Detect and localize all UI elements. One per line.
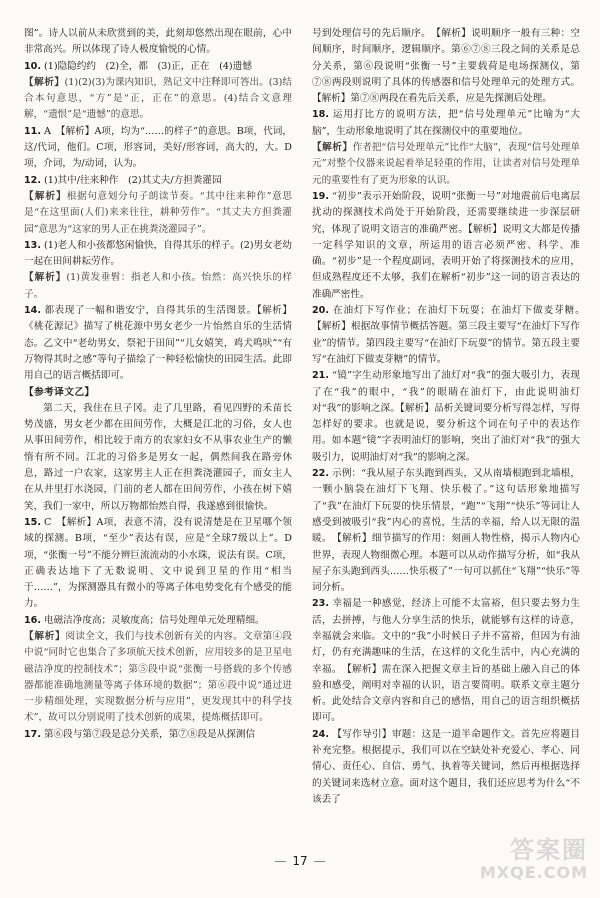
- analysis-tag: 【解析】: [24, 630, 66, 642]
- analysis-tag: 【解析】: [24, 76, 65, 88]
- answer-text: 都表现了一幅和谐安宁，自得其乐的生活图景。【解析】《桃花源记》描写了桃花源中男女老少一片怡然自乐的生活情态。乙文中“老幼男女，祭祀于田间”“儿女嬉笑，鸡犬鸣吠”“有万物得其时之感”等句子描绘了一种轻松愉快的田园生活。此即用自己的语言概括即可。: [24, 305, 292, 382]
- section-heading-text: 【参考译文乙】: [24, 386, 95, 398]
- page-number-text: 17: [292, 854, 308, 868]
- right-column: [312, 26, 590, 852]
- analysis-tag: 【解析】: [24, 272, 67, 284]
- question-item: [24, 727, 292, 743]
- question-number: 19.: [312, 190, 329, 202]
- answer-text: (1)其中/往来种作 (2)其丈夫/方担粪灌园: [44, 174, 222, 186]
- question-number: 20.: [312, 305, 329, 317]
- question-item: [24, 59, 292, 75]
- watermark-logo: [438, 836, 588, 890]
- question-item: [312, 303, 590, 368]
- question-item: [24, 124, 292, 173]
- answer-text: 运用打比方的说明方法，把“信号处理单元”比喻为“大脑”，生动形象地说明了其在探测仪中的重要地位。: [312, 109, 580, 137]
- answer-text: 在油灯下写作业；在油灯下玩耍；在油灯下做麦芽糖。 【解析】根据故事情节概括答题。第三段主要写“在油灯下写作业”的情节。第四段主要写“在油灯下玩耍”的情节。第五段主要写“在油灯下做麦芽糖”的情节。: [312, 305, 590, 365]
- answer-text: (1)老人和小孩都悠闲愉快，自得其乐的样子。(2)男女老幼一起在田间耕耘劳作。: [24, 239, 292, 268]
- question-number: 11.: [24, 125, 41, 137]
- question-number: 14.: [24, 305, 41, 317]
- analysis-block: [24, 189, 292, 238]
- question-item: [24, 303, 292, 384]
- answer-text: 幸福是一种感觉，经济上可能不太富裕，但只要去努力生活，去拼搏，与他人分享生活的快乐，就能够有这样的诗意，幸福就会来临。文中的“我”小时候日子并不富裕，但因为有油灯，仍有充满趣味的生活，在这样的文化生活中，内心充满的幸福。 【解析】需在深入把握文章主旨的基础上融入自己的体验和感受，阐明对幸福的认识，语言要简明。联系文章主题分析。此处结合文章内容和自己的感悟，用自己的语言组织概括即可。: [312, 598, 580, 724]
- question-number: 18.: [312, 109, 329, 121]
- page-number: — 17 —: [274, 854, 326, 868]
- analysis-block: [24, 629, 292, 727]
- answer-text: C 【解析】A项，表意不清，没有说清楚是在卫星哪个领域的探测。B项，“至少”表达有误，应是“全球7级以上”。D项，“张衡一号”不能分辨巨流流动的小水珠，说法有误。C项，正确表达地下了无数说明、文中说到卫星的作用“相当于……”，为探测器具有微小的等离子体电势变化有个感受的能力。: [24, 516, 292, 610]
- section-heading: [24, 385, 292, 401]
- analysis-text: 根据句意划分句子朗读节奏。“其中往来种作”意思是“在这里面(人们)来来往往，耕种劳作”。“其丈夫方担粪灌园”意思为“这家的男人正在挑粪浇灌园子”。: [24, 190, 292, 235]
- analysis-text: 阅读全文，我们与技术创新有关的内容。文章第④段中说“同时它也集合了多项航天技术创新，应用较多的是卫星电磁洁净度的控制技术”；第⑤段中说“张衡一号搭载的多个传感器都能准确地测量等离子体环境的数据”；第⑥段中说“通过进一步精细处理，实现数据分析与应用”，更发现其中的科学技术”，故可以分别说明了技术创新的成果，提炼概括即可。: [24, 630, 293, 724]
- analysis-text: (1)黄发垂髫：指老人和小孩。怡然：高兴快乐的样子。: [24, 272, 293, 300]
- text-paragraph: 号到处理信号的先后顺序。 【解析】说明顺序一般有三种：空间顺序，时间顺序，逻辑顺序。第⑥⑦⑧三段之间的关系是总分关系，第⑥段说明“张衡一号”主要载荷是电场探测仪，第⑦⑧两段则说明了具体的传感器和信号处理单元的处理方式。【解析】第⑦⑧两段在看先后关系，应是先探测后处理。: [312, 28, 580, 105]
- question-item: [24, 173, 292, 189]
- answer-text: 电磁洁净度高；灵敏度高；信号处理单元处理精细。: [44, 614, 265, 626]
- answer-text: (1)隐隐约约 (2)全，都 (3)正，正在 (4)遗憾: [44, 60, 252, 72]
- question-number: 15.: [24, 516, 41, 528]
- answer-text: “初步”表示开始阶段，说明“张衡一号”对地震前后电离层扰动的探测技术尚处于开始阶段，还需要继续进一步深层研究，体现了说明文语言的准确严密。【解析】说明文大都是传播一定科学知识的文章，所运用的语言必须严密、科学、准确。“初步”是一个程度副词，表明开始了将探测技术的应用，但成熟程度还不太够，我们在解析“初步”这一词的语言表达的准确严密性。: [312, 190, 580, 300]
- question-number: 23.: [312, 598, 329, 610]
- question-number: 24.: [312, 728, 329, 740]
- answer-text: A 【解析】A项，均为“……的样子”的意思。B项，代词，这/代词，他们。C项，形容词，美好/形容词，高大的，大。D项，介词，为/动词，认为。: [24, 125, 292, 170]
- question-number: 21.: [312, 370, 329, 382]
- question-item: [24, 613, 292, 629]
- answer-text: “镜”字生动形象地写出了油灯对“我”的强大吸引力，表现了在“我”的眼中，“我”的眼睛在油灯下，由此说明油灯对“我”的影响之深。【解析】品析关键词要分析写得怎样，写得怎样好的要求。也就是说，要分析这个词在句子中的表达作用。如本题“镜”字表明油灯的影响，突出了油灯对“我”的强大吸引力，说明油灯对“我”的影响之深。: [312, 370, 580, 463]
- analysis-block: [24, 75, 292, 124]
- question-number: 10.: [24, 60, 41, 72]
- text-paragraph: 图”。诗人以前从未欣赏到的美，此刻却悠然出现在眼前，心中非常高兴。所以体现了诗人极度愉悦的心情。: [24, 28, 292, 56]
- answer-text: 第⑥段与第⑦段是总分关系，第⑦⑧段是从探测信: [44, 728, 256, 740]
- question-item: [312, 107, 580, 140]
- question-item: [24, 238, 292, 271]
- question-item: [312, 189, 580, 303]
- analysis-block: [24, 270, 292, 303]
- question-number: 17.: [24, 728, 41, 740]
- analysis-text: (1)(2)(3)为课内知识，熟记文中注释即可答出。(3)结合本句意思，“方”是“正，正在”的意思。(4)结合文意理解，“遗恨”是“遗憾”的意思。: [24, 76, 293, 121]
- left-column: [24, 26, 292, 852]
- question-item: [312, 466, 580, 596]
- question-number: 22.: [312, 468, 329, 480]
- watermark-logo-text: 答案圈: [510, 836, 588, 864]
- question-item: [24, 515, 292, 613]
- question-item: [312, 368, 580, 466]
- answer-text: 示例：“我从屋子东头跑到西头，又从南墙根跑到北墙根，一颗小脑袋在油灯下飞翔、快乐极了。”这句话形象地描写了“我”在油灯下玩耍的快乐情景，“跑”“飞翔”“快乐”等词让人感受到被吸引“我”内心的喜悦，生活的幸福，给人以无限的温暖。 【解析】细节描写的作用：刻画人物性格，揭示人物内心世界，表现人物细微心理。本题可以从动作描写分析，如“我从屋子东头跑到西头……快乐极了”一句可以抓住“飞翔”“快乐”等词分析。: [312, 468, 580, 594]
- analysis-block: [312, 140, 580, 189]
- analysis-text: 作者把“信号处理单元”比作“大脑”，表现“信号处理单元”对整个仪器来说起着举足轻重的作用，让读者对信号处理单元的重要性有了更为形象的认识。: [312, 142, 581, 186]
- question-number: 13.: [24, 239, 41, 251]
- analysis-tag: 【解析】: [312, 142, 353, 154]
- question-item: [312, 596, 580, 726]
- translation-paragraph: 第二天，我住在旦子冈。走了几里路，看见四野的禾苗长势茂盛，男女老少都在田间劳作，大概是江北的习俗，女人也从事田间劳作，相比较于南方的农家妇女不从事农业生产的懒惰有所不同。江北的习俗多是男女一起，偶然间我在路旁休息，路过一户农家，这家男主人正在担粪浇灌园子，而女主人在从井里打水浇园，门前的老人都在田间劳作，小孩在树下嬉笑，我们一家中，所以万物都怡然自得，我遂感到很愉快。: [24, 402, 292, 512]
- question-number: 16.: [24, 614, 41, 626]
- analysis-tag: 【解析】: [24, 190, 67, 202]
- answer-text: 【写作导引】审题：这是一道半命题作文。首先应将题目补充完整。根据提示，我们可以在空缺处补充爱心、孝心、同情心、责任心、自信、勇气、执着等关键词，然后再根据选择的关键词来选材立意。面对这个题目，我们还应思考为什么“不该丢了: [312, 728, 580, 805]
- question-number: 12.: [24, 174, 41, 186]
- watermark-site-text: MXQE.COM: [479, 863, 588, 882]
- question-item: [312, 727, 580, 808]
